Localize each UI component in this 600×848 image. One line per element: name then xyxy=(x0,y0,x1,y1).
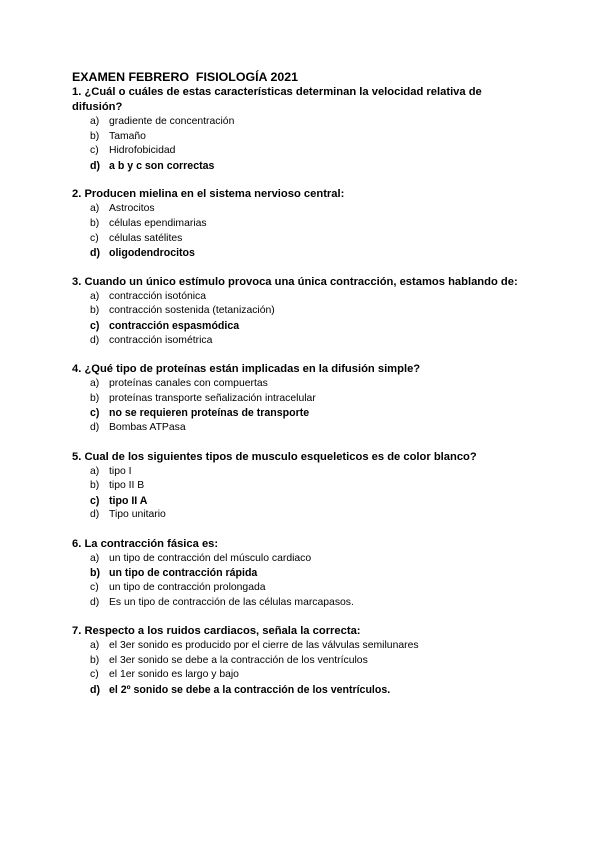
options-list xyxy=(72,639,532,697)
option-d: d) a b y c son correctas xyxy=(90,159,215,172)
options-list xyxy=(72,377,532,435)
options-list xyxy=(72,202,532,260)
question-text: 6. La contracción fásica es: xyxy=(72,537,219,550)
option-d: d) Tipo unitario xyxy=(90,509,166,521)
option-d: d) Bombas ATPasa xyxy=(90,421,186,433)
question-text: 3. Cuando un único estímulo provoca una única contracción, estamos hablando de: xyxy=(72,275,518,288)
options-list xyxy=(72,290,532,348)
option-c: c) contracción espasmódica xyxy=(90,319,240,332)
option-b: b) Tamaño xyxy=(90,130,146,142)
question-7 xyxy=(72,624,532,697)
question-text: 4. ¿Qué tipo de proteínas están implicadas en la difusión simple? xyxy=(72,363,421,376)
option-a: a) contracción isotónica xyxy=(90,290,207,302)
option-b: b) contracción sostenida (tetanización) xyxy=(90,305,275,317)
exam-page xyxy=(72,70,532,698)
option-c: c) tipo II A xyxy=(90,494,148,507)
option-a: a) el 3er sonido es producido por el cierre de las válvulas semilunares xyxy=(90,640,419,652)
option-b: b) proteínas transporte señalización intracelular xyxy=(90,392,316,404)
question-text: 2. Producen mielina en el sistema nervioso central: xyxy=(72,188,345,201)
option-a: a) proteínas canales con compuertas xyxy=(90,378,268,390)
question-text: 1. ¿Cuál o cuáles de estas características determinan la velocidad relativa de difusión? xyxy=(72,86,482,113)
question-2 xyxy=(72,187,532,260)
options-list xyxy=(72,115,532,173)
question-5 xyxy=(72,450,532,523)
option-d: d) oligodendrocitos xyxy=(90,247,195,260)
option-c: c) Hidrofobicidad xyxy=(90,145,176,157)
question-4 xyxy=(72,362,532,435)
options-list xyxy=(72,465,532,523)
option-b: b) un tipo de contracción rápida xyxy=(90,567,258,580)
question-3 xyxy=(72,275,532,348)
question-text: 7. Respecto a los ruidos cardiacos, señala la correcta: xyxy=(72,625,361,638)
question-1 xyxy=(72,85,532,173)
option-c: c) células satélites xyxy=(90,232,183,244)
option-a: a) gradiente de concentración xyxy=(90,116,235,127)
option-c: c) el 1er sonido es largo y bajo xyxy=(90,669,239,681)
option-c: c) un tipo de contracción prolongada xyxy=(90,582,266,594)
option-d: d) Es un tipo de contracción de las células marcapasos. xyxy=(90,596,354,608)
option-a: a) Astrocitos xyxy=(90,203,155,215)
option-b: b) tipo II B xyxy=(90,480,145,492)
option-c: c) no se requieren proteínas de transporte xyxy=(90,407,310,420)
question-6 xyxy=(72,537,532,610)
option-d: d) el 2º sonido se debe a la contracción de los ventrículos. xyxy=(90,684,391,697)
option-b: b) células ependimarias xyxy=(90,217,207,229)
option-b: b) el 3er sonido se debe a la contracción de los ventrículos xyxy=(90,654,368,666)
question-text: 5. Cual de los siguientes tipos de musculo esqueleticos es de color blanco? xyxy=(72,450,477,463)
option-a: a) tipo I xyxy=(90,465,132,477)
exam-title: EXAMEN FEBRERO FISIOLOGÍA 2021 xyxy=(72,70,299,84)
option-a: a) un tipo de contracción del músculo cardiaco xyxy=(90,552,312,564)
options-list xyxy=(72,552,532,610)
option-d: d) contracción isométrica xyxy=(90,334,213,346)
